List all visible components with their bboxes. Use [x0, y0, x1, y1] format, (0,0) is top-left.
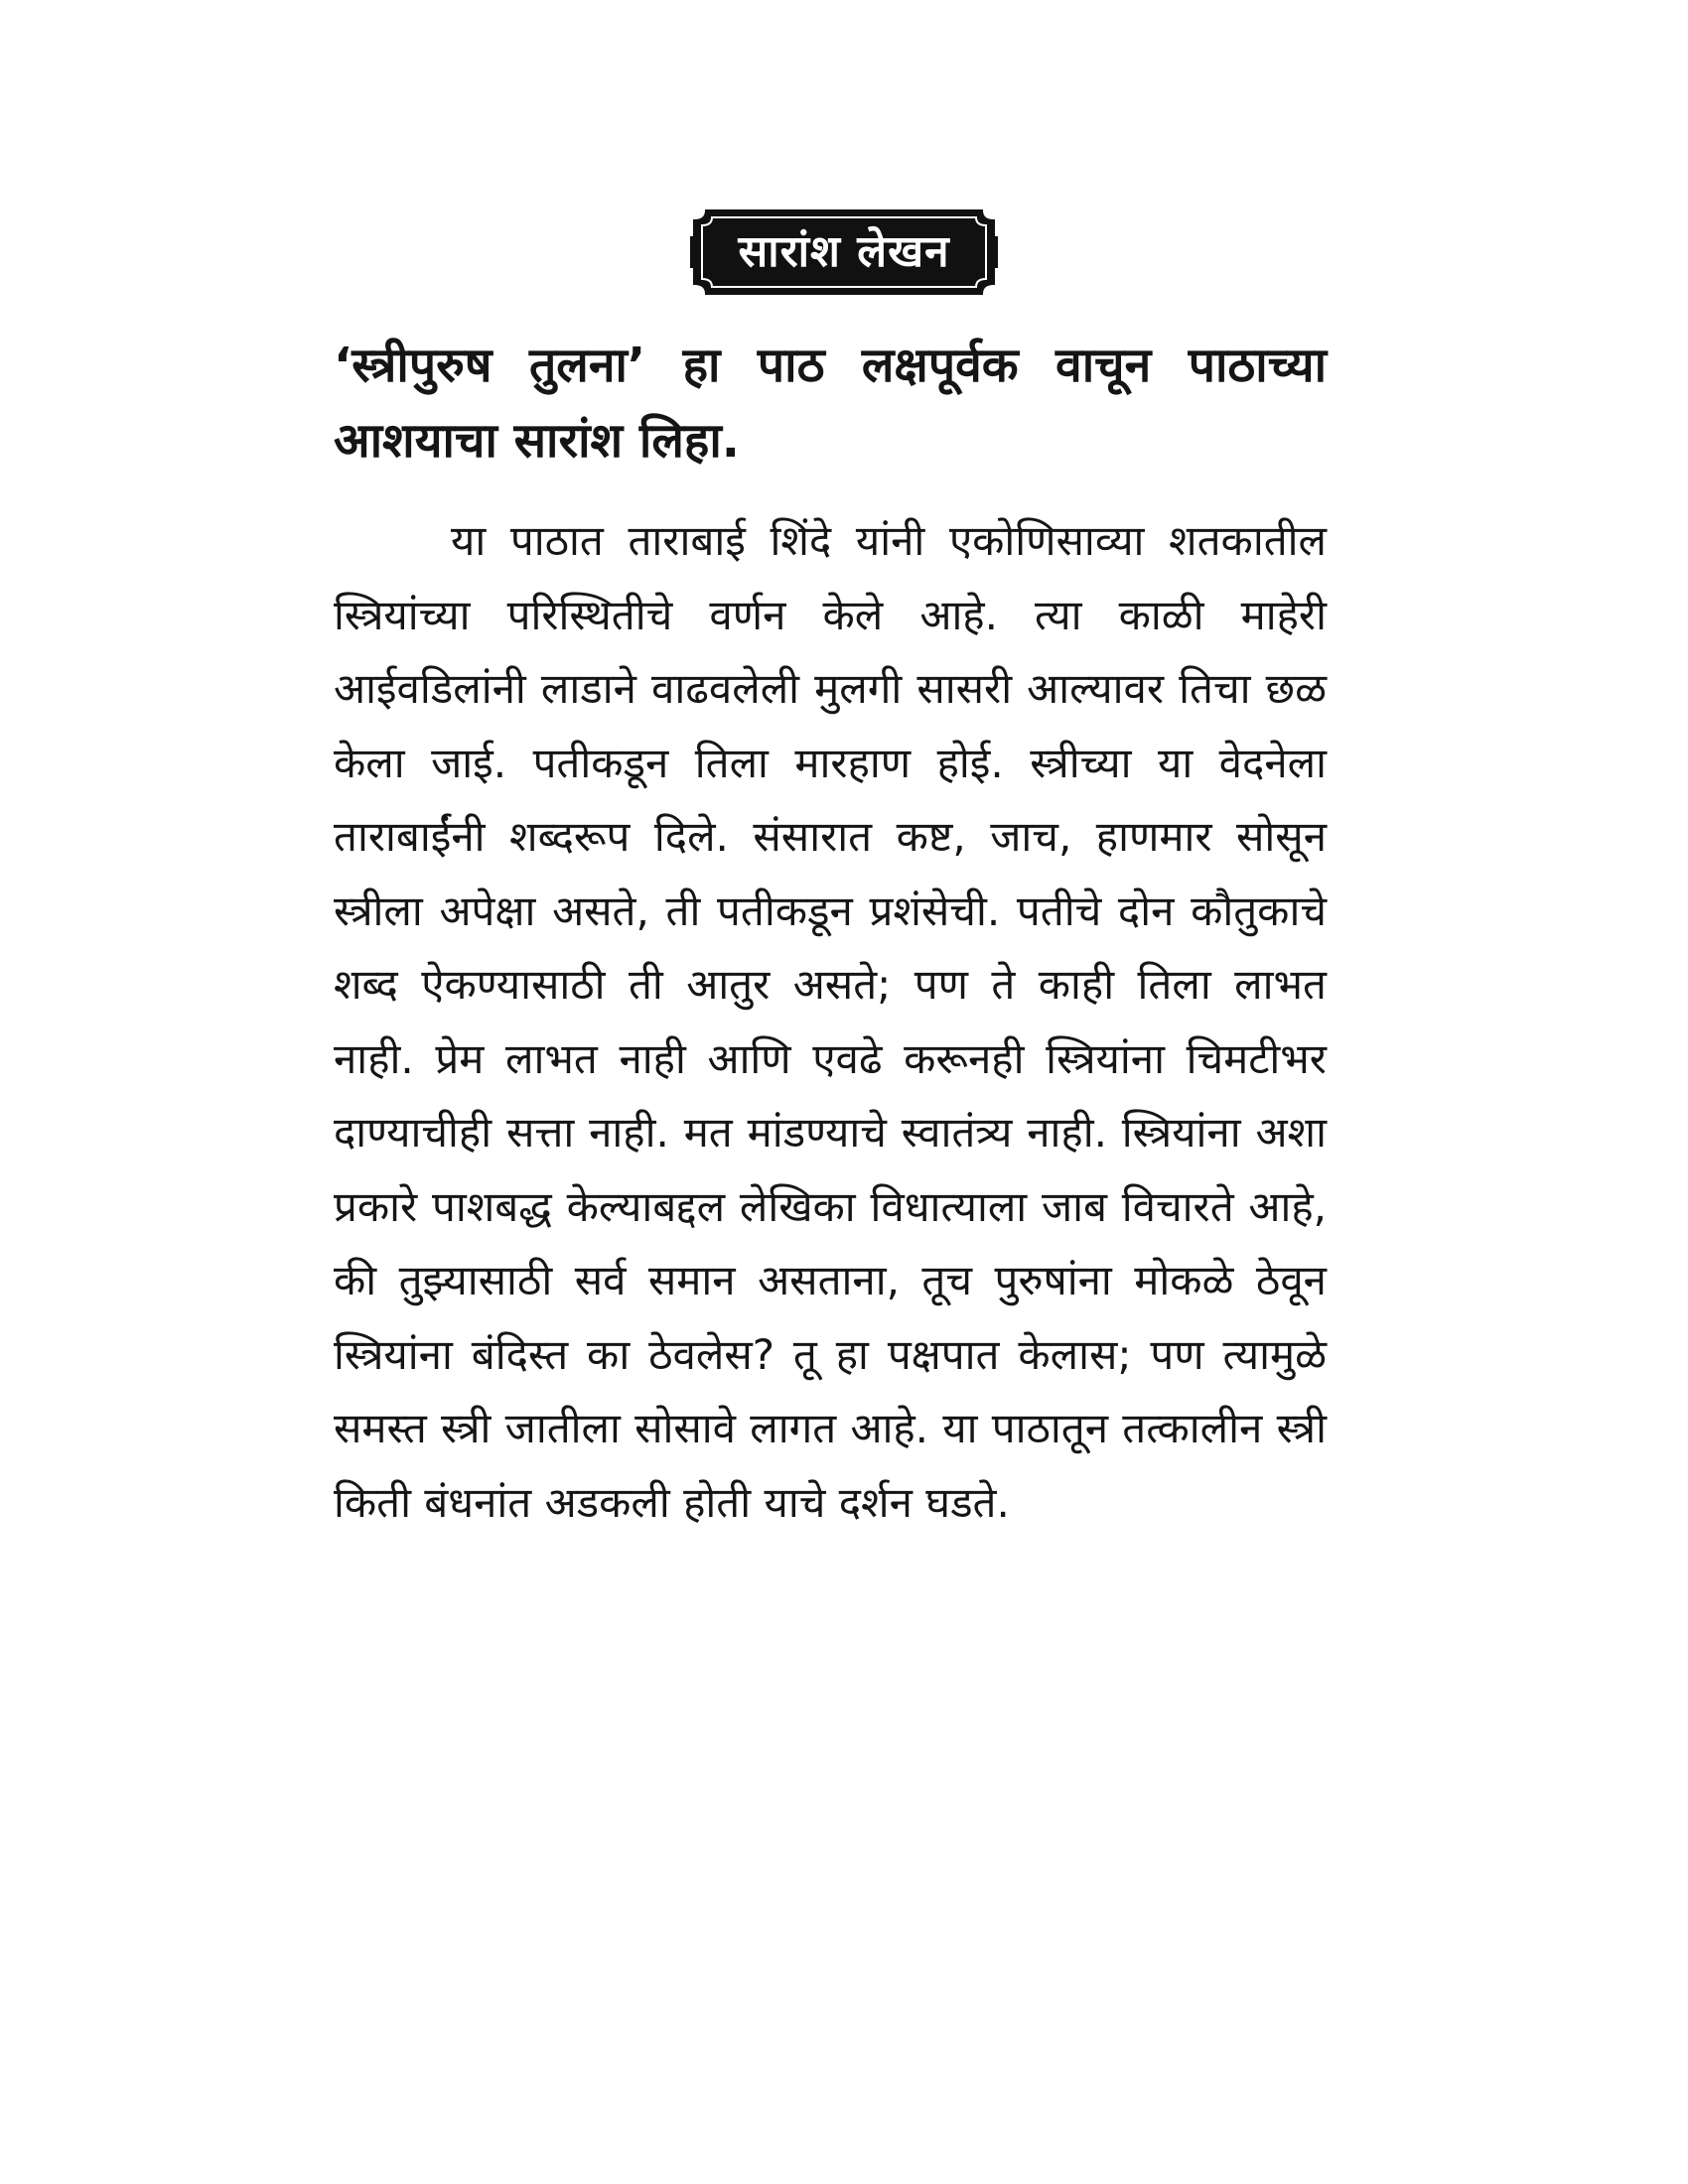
heading-badge: [690, 206, 998, 298]
heading-title: सारांश लेखन: [738, 226, 950, 277]
section-heading: [0, 206, 1688, 298]
answer-paragraph: या पाठात ताराबाई शिंदे यांनी एकोणिसाव्या शतकातील स्त्रियांच्या परिस्थितीचे वर्णन केले आहे. त्या काळी माहेरी आईवडिलांनी लाडाने वाढवलेली मुलगी सासरी आल्यावर तिचा छळ केला जाई. पतीकडून तिला मारहाण होई. स्त्रीच्या या वेदनेला ताराबाईंनी शब्दरूप दिले. संसारात कष्ट, जाच, हाणमार सोसून स्त्रीला अपेक्षा असते, ती पतीकडून प्रशंसेची. पतीचे दोन कौतुकाचे शब्द ऐकण्यासाठी ती आतुर असते; पण ते काही तिला लाभत नाही. प्रेम लाभत नाही आणि एवढे करूनही स्त्रियांना चिमटीभर दाण्याचीही सत्ता नाही. मत मांडण्याचे स्वातंत्र्य नाही. स्त्रियांना अशा प्रकारे पाशबद्ध केल्याबद्दल लेखिका विधात्याला जाब विचारते आहे, की तुझ्यासाठी सर्व समान असताना, तूच पुरुषांना मोकळे ठेवून स्त्रियांना बंदिस्त का ठेवलेस? तू हा पक्षपात केलास; पण त्यामुळे समस्त स्त्री जातीला सोसावे लागत आहे. या पाठातून तत्कालीन स्त्री किती बंधनांत अडकली होती याचे दर्शन घडते.: [334, 516, 1327, 1527]
question-text: ‘स्त्रीपुरुष तुलना’ हा पाठ लक्षपूर्वक वाचून पाठाच्या आशयाचा सारांश लिहा.: [334, 338, 1327, 469]
